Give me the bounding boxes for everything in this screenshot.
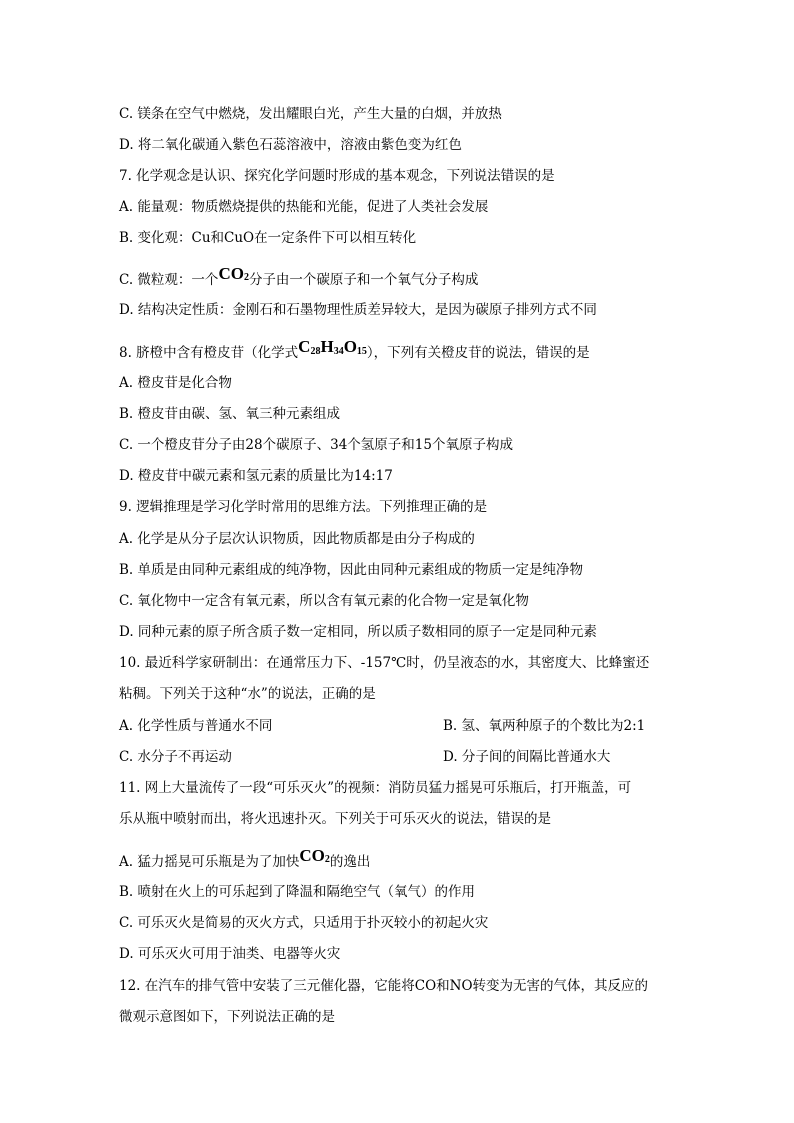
q11-option-c: C. 可乐灭火是简易的灭火方式，只适用于扑灭较小的初起火灾 — [119, 915, 489, 931]
q7-option-d: D. 结构决定性质：金刚石和石墨物理性质差异较大，是因为碳原子排列方式不同 — [119, 302, 597, 318]
q9-option-a: A. 化学是从分子层次认识物质，因此物质都是由分子构成的 — [119, 531, 475, 547]
q6-option-c: C. 镁条在空气中燃烧，发出耀眼白光，产生大量的白烟，并放热 — [119, 106, 502, 122]
q11-option-d: D. 可乐灭火可用于油类、电器等火灾 — [119, 946, 341, 962]
q10-option-c: C. 水分子不再运动 — [119, 749, 232, 765]
q10-stem-line1: 10. 最近科学家研制出：在通常压力下、-157℃时，仍呈液态的水，其密度大、比蜂蜜还 — [119, 655, 650, 671]
q9-option-b: B. 单质是由同种元素组成的纯净物，因此由同种元素组成的物质一定是纯净物 — [119, 562, 584, 578]
q9-option-d: D. 同种元素的原子所含质子数一定相同，所以质子数相同的原子一定是同种元素 — [119, 624, 597, 640]
q10-option-b: B. 氢、氧两种原子的个数比为2:1 — [443, 718, 646, 734]
q8-option-b: B. 橙皮苷由碳、氢、氧三种元素组成 — [119, 406, 341, 422]
q8-option-d: D. 橙皮苷中碳元素和氢元素的质量比为14:17 — [119, 468, 393, 484]
q11-stem-line1: 11. 网上大量流传了一段“可乐灭火”的视频：消防员猛力摇晃可乐瓶后，打开瓶盖，可 — [119, 780, 632, 796]
q12-stem-line2: 微观示意图如下，下列说法正确的是 — [119, 1009, 335, 1025]
q11-stem-line2: 乐从瓶中喷射而出，将火迅速扑灭。下列关于可乐灭火的说法，错误的是 — [119, 811, 551, 827]
q8-stem: 8. 脐橙中含有橙皮苷（化学式$C_{28}H_{34}O_{15}$），下列有关橙皮苷的说法，错误的是 — [119, 337, 590, 361]
q10-option-d: D. 分子间的间隔比普通水大 — [443, 749, 611, 765]
q9-option-c: C. 氧化物中一定含有氧元素，所以含有氧元素的化合物一定是氧化物 — [119, 593, 529, 609]
q7-option-a: A. 能量观：物质燃烧提供的热能和光能，促进了人类社会发展 — [119, 199, 489, 215]
q8-option-a: A. 橙皮苷是化合物 — [119, 375, 232, 391]
hesperidin-formula: $C_{28}H_{34}O_{15}$ — [298, 337, 367, 357]
q6-option-d: D. 将二氧化碳通入紫色石蕊溶液中，溶液由紫色变为红色 — [119, 137, 462, 153]
q11-option-b: B. 喷射在火上的可乐起到了降温和隔绝空气（氧气）的作用 — [119, 884, 476, 900]
q10-option-a: A. 化学性质与普通水不同 — [119, 718, 273, 734]
q10-stem-line2: 粘稠。下列关于这种“水”的说法，正确的是 — [119, 686, 376, 702]
co2-formula: $CO_2$ — [299, 846, 330, 865]
q7-option-c: C. 微粒观：一个$CO_2$分子由一个碳原子和一个氧气分子构成 — [119, 264, 479, 288]
q7-stem: 7. 化学观念是认识、探究化学问题时形成的基本观念，下列说法错误的是 — [119, 168, 555, 184]
q11-option-a: A. 猛力摇晃可乐瓶是为了加快$CO_2$的逸出 — [119, 846, 371, 870]
q12-stem-line1: 12. 在汽车的排气管中安装了三元催化器，它能将CO和NO转变为无害的气体，其反应的 — [119, 978, 649, 994]
co2-formula: $CO_2$ — [218, 264, 249, 283]
q7-option-b: B. 变化观：Cu和CuO在一定条件下可以相互转化 — [119, 230, 417, 246]
q8-option-c: C. 一个橙皮苷分子由28个碳原子、34个氢原子和15个氧原子构成 — [119, 437, 513, 453]
q9-stem: 9. 逻辑推理是学习化学时常用的思维方法。下列推理正确的是 — [119, 499, 488, 515]
